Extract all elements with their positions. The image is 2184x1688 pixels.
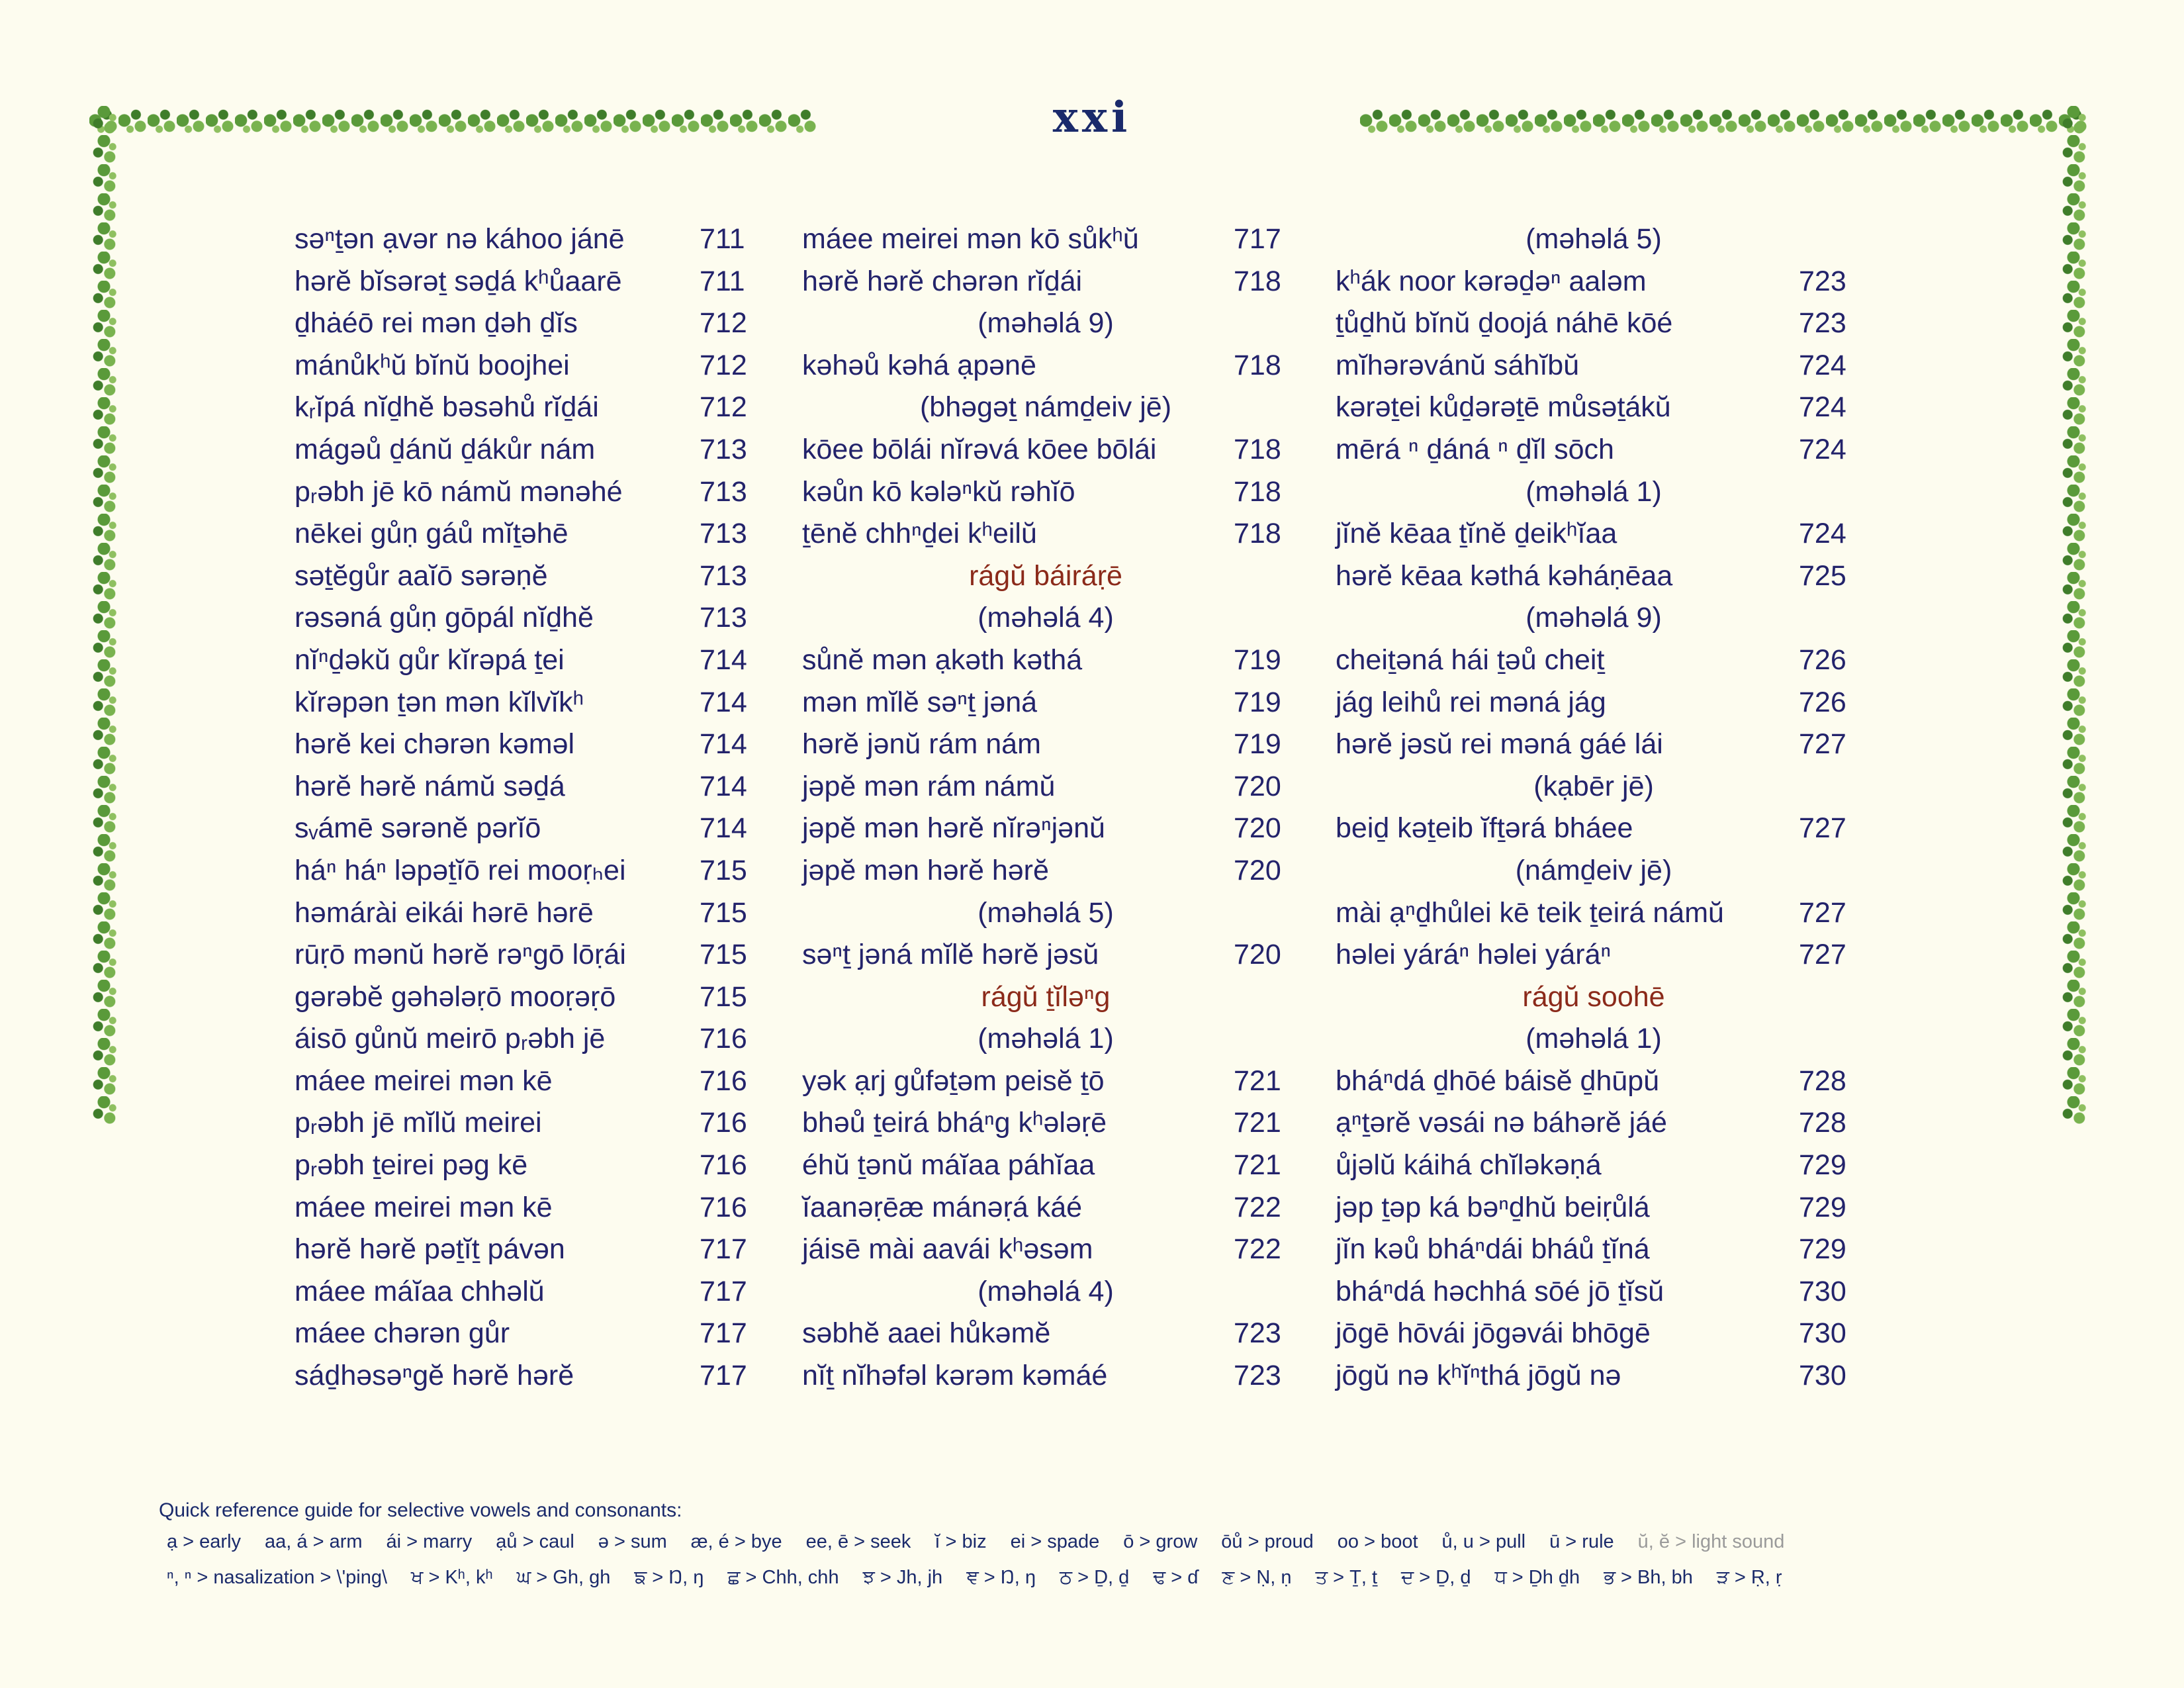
entry-page-number: 719 xyxy=(1234,643,1281,676)
index-entry xyxy=(802,218,1289,261)
vowel-guide-item: ạ > early xyxy=(167,1531,242,1552)
entry-title: nĭⁿḏəkŭ gůr kĭrəpá ṯei xyxy=(295,643,565,676)
entry-title: həlei yáráⁿ həlei yáráⁿ xyxy=(1336,939,1612,971)
entry-title: hərĕ hərĕ chərən rĭḏái xyxy=(802,265,1083,297)
entry-title: jōgŭ nə kʰĭⁿthá jōgŭ nə xyxy=(1336,1360,1621,1392)
entry-page-number: 727 xyxy=(1799,939,1846,971)
entry-title: pᵣəbh jē mĭlŭ meirei xyxy=(295,1107,542,1139)
entry-page-number: 716 xyxy=(700,1107,747,1139)
entry-page-number: 722 xyxy=(1234,1191,1281,1223)
entry-title: səbhĕ aaei hůkəmĕ xyxy=(802,1317,1051,1350)
entry-title: jəpĕ mən rám námŭ xyxy=(802,770,1056,802)
heading-text: (məhəlá 5) xyxy=(978,896,1114,929)
index-entry xyxy=(1336,303,1852,345)
consonant-guide-item: ਛ > Chh, chh xyxy=(727,1567,839,1588)
entry-title: səⁿṯən ạvər nə káhoo jánē xyxy=(295,223,625,255)
vowel-guide-item: ái > marry xyxy=(386,1531,473,1552)
consonant-guide xyxy=(167,1567,1806,1589)
entry-page-number: 723 xyxy=(1799,307,1846,340)
entry-page-number: 717 xyxy=(700,1233,747,1266)
entry-title: bhəů ṯeirá bháⁿg kʰələṛē xyxy=(802,1107,1107,1139)
index-entry xyxy=(802,850,1289,892)
entry-page-number: 728 xyxy=(1799,1107,1846,1139)
entry-title: ĭaanəṛēæ mánəṛá káé xyxy=(802,1191,1083,1223)
entry-title: səⁿṯ jəná mĭlĕ hərĕ jəsŭ xyxy=(802,939,1099,971)
section-heading xyxy=(802,1018,1289,1060)
entry-title: mánůkʰŭ bĭnŭ boojhei xyxy=(295,349,570,381)
entry-page-number: 721 xyxy=(1234,1064,1281,1097)
index-column-3 xyxy=(1336,218,1852,1397)
entry-title: hərĕ hərĕ pəṯĭṯ pávən xyxy=(295,1233,565,1266)
index-entry xyxy=(802,1145,1289,1187)
entry-page-number: 715 xyxy=(700,896,747,929)
index-entry xyxy=(1336,261,1852,303)
entry-page-number: 720 xyxy=(1234,854,1281,886)
entry-page-number: 722 xyxy=(1234,1233,1281,1266)
entry-page-number: 729 xyxy=(1799,1191,1846,1223)
index-entry xyxy=(295,218,751,261)
vowel-guide-item: ə > sum xyxy=(598,1531,667,1552)
consonant-guide-item: ਖ > Kʰ, kʰ xyxy=(411,1567,493,1588)
index-entry xyxy=(1336,1187,1852,1229)
entry-page-number: 730 xyxy=(1799,1317,1846,1350)
entry-page-number: 712 xyxy=(700,391,747,424)
index-entry xyxy=(295,724,751,766)
entry-page-number: 716 xyxy=(700,1023,747,1055)
entry-page-number: 718 xyxy=(1234,475,1281,508)
index-entry xyxy=(1336,345,1852,387)
entry-title: ạⁿṯərĕ vəsái nə báhərĕ jáé xyxy=(1336,1107,1667,1139)
entry-page-number: 715 xyxy=(700,980,747,1013)
index-entry xyxy=(802,429,1289,471)
index-entry xyxy=(1336,429,1852,471)
index-entry xyxy=(295,682,751,724)
entry-title: hərĕ bĭsərəṯ səḏá kʰůaarē xyxy=(295,265,622,297)
entry-page-number: 724 xyxy=(1799,349,1846,381)
consonant-guide-item: ਧ > Ḏh ḏh xyxy=(1494,1567,1580,1588)
index-entry xyxy=(802,766,1289,808)
entry-page-number: 715 xyxy=(700,939,747,971)
entry-page-number: 713 xyxy=(700,475,747,508)
entry-title: sůnĕ mən ạkəth kəthá xyxy=(802,643,1083,676)
entry-title: kəůn kō kələⁿkŭ rəhĭō xyxy=(802,475,1075,508)
entry-page-number: 728 xyxy=(1799,1064,1846,1097)
entry-page-number: 720 xyxy=(1234,939,1281,971)
entry-title: yək ạrj gůfəṯəm peisĕ ṯō xyxy=(802,1064,1105,1097)
entry-page-number: 717 xyxy=(700,1275,747,1307)
section-heading xyxy=(1336,471,1852,514)
index-entry xyxy=(295,429,751,471)
entry-page-number: 713 xyxy=(700,559,747,592)
entry-title: mài ạⁿḏhůlei kē teik ṯeirá námŭ xyxy=(1336,896,1724,929)
vowel-guide-item: ōů > proud xyxy=(1221,1531,1314,1552)
consonant-guide-item: ⁿ, ⁿ > nasalization > \'ping\ xyxy=(167,1567,388,1588)
entry-page-number: 723 xyxy=(1799,265,1846,297)
section-heading xyxy=(802,555,1289,598)
consonant-guide-item: ਙ > Ŋ, ŋ xyxy=(634,1567,704,1588)
section-heading xyxy=(1336,850,1852,892)
index-entry xyxy=(295,303,751,345)
entry-page-number: 723 xyxy=(1234,1317,1281,1350)
section-heading xyxy=(802,597,1289,639)
index-entry xyxy=(295,934,751,976)
entry-title: bháⁿdá həchhá sōé jō ṯĭsŭ xyxy=(1336,1275,1664,1307)
entry-page-number: 729 xyxy=(1799,1233,1846,1266)
entry-page-number: 726 xyxy=(1799,686,1846,718)
entry-page-number: 727 xyxy=(1799,812,1846,845)
heading-text: (námḏeiv jē) xyxy=(1515,854,1672,886)
entry-title: máee chərən gůr xyxy=(295,1317,510,1350)
entry-title: beiḏ kəṯeib ĭfṯərá bháee xyxy=(1336,812,1633,845)
entry-title: rəsəná gůṇ gōpál nĭḏhĕ xyxy=(295,602,594,634)
entry-title: ḏhȧéō rei mən ḏəh ḏĭs xyxy=(295,307,578,340)
heading-text: (məhəlá 4) xyxy=(978,602,1114,634)
index-entry xyxy=(1336,934,1852,976)
consonant-guide-item: ਢ > ɗ xyxy=(1153,1567,1199,1588)
heading-text: (məhəlá 1) xyxy=(978,1023,1114,1055)
entry-title: mĭhərəvánŭ sáhĭbŭ xyxy=(1336,349,1580,381)
index-entry xyxy=(802,1102,1289,1145)
index-entry xyxy=(802,808,1289,850)
entry-title: jág leihů rei məná jág xyxy=(1336,686,1606,718)
index-entry xyxy=(802,513,1289,555)
index-entry xyxy=(295,808,751,850)
entry-title: kōee bōlái nĭrəvá kōee bōlái xyxy=(802,433,1157,465)
vowel-guide-item: ạů > caul xyxy=(496,1531,574,1552)
consonant-guide-item: ਤ > Ṯ, ṯ xyxy=(1315,1567,1378,1588)
heading-text: (məhəlá 4) xyxy=(978,1275,1114,1307)
heading-text: (məhəlá 1) xyxy=(1525,1023,1662,1055)
heading-text: (məhəlá 1) xyxy=(1525,475,1662,508)
vowel-guide-item: ĭ > biz xyxy=(934,1531,987,1552)
index-entry xyxy=(295,1313,751,1355)
index-entry xyxy=(1336,808,1852,850)
heading-text: (məhəlá 5) xyxy=(1525,223,1662,255)
entry-page-number: 729 xyxy=(1799,1149,1846,1182)
entry-page-number: 724 xyxy=(1799,391,1846,424)
section-heading xyxy=(802,1271,1289,1313)
index-entry xyxy=(295,261,751,303)
entry-page-number: 717 xyxy=(1234,223,1281,255)
entry-page-number: 713 xyxy=(700,433,747,465)
index-entry xyxy=(295,1187,751,1229)
index-entry xyxy=(295,1271,751,1313)
index-entry xyxy=(1336,387,1852,429)
entry-page-number: 714 xyxy=(700,812,747,845)
consonant-guide-item: ਝ > Jh, jh xyxy=(862,1567,943,1588)
consonant-guide-item: ਭ > Bh, bh xyxy=(1604,1567,1693,1588)
entry-page-number: 716 xyxy=(700,1149,747,1182)
entry-title: mērá ⁿ ḏáná ⁿ ḏĭl sōch xyxy=(1336,433,1614,465)
heading-text: rágŭ soohē xyxy=(1522,980,1665,1013)
index-entry xyxy=(1336,1313,1852,1355)
index-entry xyxy=(295,387,751,429)
entry-title: rūṛō mənŭ hərĕ rəⁿgō lōṛái xyxy=(295,939,626,971)
entry-title: kʰák noor kərəḏəⁿ aaləm xyxy=(1336,265,1647,297)
index-entry xyxy=(295,1060,751,1103)
entry-page-number: 720 xyxy=(1234,770,1281,802)
heading-text: (məhəlá 9) xyxy=(978,307,1114,340)
vowel-guide-item: ū > rule xyxy=(1549,1531,1614,1552)
entry-page-number: 711 xyxy=(700,223,745,255)
entry-title: kĭrəpən ṯən mən kĭlvĭkʰ xyxy=(295,686,584,718)
entry-title: cheiṯəná hái ṯəů cheiṯ xyxy=(1336,643,1605,676)
consonant-guide-item: ੜ > Ṛ, ṛ xyxy=(1716,1567,1782,1588)
consonant-guide-item: ਣ > Ṇ, ṇ xyxy=(1222,1567,1292,1588)
index-entry xyxy=(295,639,751,682)
index-entry xyxy=(295,1145,751,1187)
entry-page-number: 727 xyxy=(1799,896,1846,929)
vowel-guide-item: aa, á > arm xyxy=(265,1531,363,1552)
index-entry xyxy=(1336,639,1852,682)
consonant-guide-item: ਦ > Ḏ, ḏ xyxy=(1401,1567,1471,1588)
index-column-1 xyxy=(295,218,751,1397)
entry-page-number: 725 xyxy=(1799,559,1846,592)
index-entry xyxy=(295,1229,751,1271)
consonant-guide-item: ਘ > Gh, gh xyxy=(516,1567,611,1588)
section-heading xyxy=(802,303,1289,345)
index-entry xyxy=(802,682,1289,724)
entry-page-number: 716 xyxy=(700,1064,747,1097)
index-entry xyxy=(295,976,751,1019)
entry-page-number: 713 xyxy=(700,518,747,550)
entry-title: jəp ṯəp ká bəⁿḏhŭ beiṛůlá xyxy=(1336,1191,1650,1223)
entry-page-number: 718 xyxy=(1234,518,1281,550)
index-entry xyxy=(295,1018,751,1060)
index-entry xyxy=(295,1355,751,1397)
entry-page-number: 715 xyxy=(700,854,747,886)
entry-title: jĭnĕ kēaa ṯĭnĕ ḏeikʰĭaa xyxy=(1336,518,1617,550)
entry-page-number: 717 xyxy=(700,1360,747,1392)
page-number: xxi xyxy=(1052,93,1132,142)
entry-page-number: 714 xyxy=(700,728,747,761)
heading-text: rágŭ ṯĭləⁿg xyxy=(981,980,1111,1013)
entry-title: ṯůḏhŭ bĭnŭ ḏoojá náhē kōé xyxy=(1336,307,1673,340)
vine-border-right xyxy=(2059,106,2088,1125)
entry-title: pᵣəbh ṯeirei pəg kē xyxy=(295,1149,528,1182)
index-entry xyxy=(1336,1145,1852,1187)
entry-title: áisō gůnŭ meirō pᵣəbh jē xyxy=(295,1023,606,1055)
index-entry xyxy=(295,555,751,598)
entry-title: mágəů ḏánŭ ḏákůr nám xyxy=(295,433,596,465)
entry-title: həmárài eikái hərē hərē xyxy=(295,896,594,929)
index-entry xyxy=(802,1355,1289,1397)
entry-title: hərĕ kēaa kəthá kəháṇēaa xyxy=(1336,559,1673,592)
entry-title: sáḏhəsəⁿgĕ hərĕ hərĕ xyxy=(295,1360,574,1392)
index-entry xyxy=(1336,555,1852,598)
section-heading xyxy=(1336,1018,1852,1060)
index-entry xyxy=(802,471,1289,514)
entry-page-number: 724 xyxy=(1799,433,1846,465)
section-heading xyxy=(1336,218,1852,261)
entry-page-number: 717 xyxy=(700,1317,747,1350)
vowel-guide-item: ei > spade xyxy=(1010,1531,1100,1552)
index-entry xyxy=(1336,892,1852,935)
index-entry xyxy=(1336,1060,1852,1103)
index-entry xyxy=(1336,724,1852,766)
entry-title: hərĕ kei chərən kəməl xyxy=(295,728,575,761)
entry-title: nēkei gůṇ gáů mĭṯəhē xyxy=(295,518,569,550)
entry-title: jəpĕ mən hərĕ nĭrəⁿjənŭ xyxy=(802,812,1105,845)
index-entry xyxy=(295,892,751,935)
index-entry xyxy=(1336,1229,1852,1271)
entry-title: hərĕ jəsŭ rei məná gáé lái xyxy=(1336,728,1663,761)
entry-title: mən mĭlĕ səⁿṯ jəná xyxy=(802,686,1038,718)
index-entry xyxy=(802,934,1289,976)
heading-text: (məhəlá 9) xyxy=(1525,602,1662,634)
vowel-guide-item: oo > boot xyxy=(1337,1531,1418,1552)
entry-page-number: 714 xyxy=(700,643,747,676)
entry-title: jĭn kəů bháⁿdái bháů ṯĭná xyxy=(1336,1233,1650,1266)
entry-page-number: 714 xyxy=(700,686,747,718)
entry-title: gərəbĕ gəhələṛō mooṛəṛō xyxy=(295,980,616,1013)
entry-page-number: 716 xyxy=(700,1191,747,1223)
consonant-guide-item: ਠ > Ḏ, ḏ xyxy=(1059,1567,1130,1588)
entry-page-number: 719 xyxy=(1234,686,1281,718)
index-entry xyxy=(295,597,751,639)
entry-page-number: 711 xyxy=(700,265,745,297)
entry-page-number: 712 xyxy=(700,307,747,340)
vowel-guide-item: æ, é > bye xyxy=(690,1531,782,1552)
entry-title: máee meirei mən kē xyxy=(295,1191,553,1223)
entry-page-number: 718 xyxy=(1234,433,1281,465)
entry-title: hərĕ hərĕ námŭ səḏá xyxy=(295,770,565,802)
index-entry xyxy=(1336,1271,1852,1313)
index-column-2 xyxy=(802,218,1289,1397)
entry-page-number: 721 xyxy=(1234,1107,1281,1139)
entry-title: ṯēnĕ chhⁿḏei kʰeilŭ xyxy=(802,518,1037,550)
section-heading xyxy=(802,387,1289,429)
index-entry xyxy=(802,1229,1289,1271)
entry-page-number: 718 xyxy=(1234,349,1281,381)
section-heading xyxy=(1336,766,1852,808)
index-entry xyxy=(802,1060,1289,1103)
vine-border-left xyxy=(89,106,118,1125)
entry-page-number: 723 xyxy=(1234,1360,1281,1392)
vowel-guide xyxy=(167,1531,1808,1553)
index-entry xyxy=(295,766,751,808)
index-entry xyxy=(802,724,1289,766)
entry-title: jáisē mài aavái kʰəsəm xyxy=(802,1233,1093,1266)
heading-text: (bhəgəṯ námḏeiv jē) xyxy=(919,391,1172,424)
entry-page-number: 714 xyxy=(700,770,747,802)
section-heading xyxy=(1336,597,1852,639)
entry-title: ůjəlŭ káihá chĭləkəṇá xyxy=(1336,1149,1602,1182)
vowel-guide-item: ō > grow xyxy=(1123,1531,1198,1552)
index-entry xyxy=(295,471,751,514)
vowel-guide-item: ee, ē > seek xyxy=(805,1531,911,1552)
entry-title: səṯĕgůr aaĭō sərəṇĕ xyxy=(295,559,548,592)
entry-page-number: 719 xyxy=(1234,728,1281,761)
entry-page-number: 730 xyxy=(1799,1360,1846,1392)
entry-page-number: 720 xyxy=(1234,812,1281,845)
index-entry xyxy=(1336,513,1852,555)
index-entry xyxy=(802,1187,1289,1229)
quick-reference-title: Quick reference guide for selective vowels and consonants: xyxy=(159,1499,682,1521)
entry-page-number: 721 xyxy=(1234,1149,1281,1182)
vowel-guide-item: ŭ, ĕ > light sound xyxy=(1637,1531,1785,1552)
entry-page-number: 727 xyxy=(1799,728,1846,761)
entry-title: hərĕ jənŭ rám nám xyxy=(802,728,1041,761)
entry-title: jəpĕ mən hərĕ hərĕ xyxy=(802,854,1049,886)
index-entry xyxy=(802,1313,1289,1355)
entry-title: máee máĭaa chhəlŭ xyxy=(295,1275,545,1307)
section-heading xyxy=(802,892,1289,935)
index-entry xyxy=(1336,1355,1852,1397)
entry-title: jōgē hōvái jōgəvái bhōgē xyxy=(1336,1317,1651,1350)
index-entry xyxy=(802,639,1289,682)
index-entry xyxy=(295,513,751,555)
heading-text: rágŭ báiráṛē xyxy=(969,559,1122,592)
entry-title: kərəṯei kůḏərəṯē můsəṯákŭ xyxy=(1336,391,1671,424)
entry-page-number: 726 xyxy=(1799,643,1846,676)
entry-title: kᵣĭpá nĭḏhĕ bəsəhů rĭḏái xyxy=(295,391,599,424)
entry-page-number: 712 xyxy=(700,349,747,381)
entry-title: kəhəů kəhá ạpənē xyxy=(802,349,1036,381)
index-entry xyxy=(1336,682,1852,724)
entry-page-number: 718 xyxy=(1234,265,1281,297)
index-entry xyxy=(802,345,1289,387)
entry-title: nĭṯ nĭhəfəl kərəm kəmáé xyxy=(802,1360,1108,1392)
index-entry xyxy=(295,345,751,387)
entry-page-number: 730 xyxy=(1799,1275,1846,1307)
index-entry xyxy=(295,850,751,892)
entry-title: pᵣəbh jē kō námŭ mənəhé xyxy=(295,475,623,508)
heading-text: (kạbēr jē) xyxy=(1533,770,1654,802)
entry-title: háⁿ háⁿ ləpəṯĭō rei mooṛₕei xyxy=(295,854,626,886)
index-entry xyxy=(1336,1102,1852,1145)
entry-title: máee meirei mən kē xyxy=(295,1064,553,1097)
index-entry xyxy=(802,261,1289,303)
entry-page-number: 724 xyxy=(1799,518,1846,550)
entry-title: bháⁿdá ḏhōé báisĕ ḏhūpŭ xyxy=(1336,1064,1660,1097)
index-entry xyxy=(295,1102,751,1145)
consonant-guide-item: ਞ > Ŋ, ŋ xyxy=(966,1567,1036,1588)
entry-page-number: 713 xyxy=(700,602,747,634)
entry-title: máee meirei mən kō sůkʰŭ xyxy=(802,223,1139,255)
entry-title: sᵥámē sərənĕ pərĭō xyxy=(295,812,541,845)
section-heading xyxy=(1336,976,1852,1019)
section-heading xyxy=(802,976,1289,1019)
entry-title: éhŭ ṯənŭ máĭaa páhĭaa xyxy=(802,1149,1095,1182)
vowel-guide-item: ů, u > pull xyxy=(1441,1531,1526,1552)
